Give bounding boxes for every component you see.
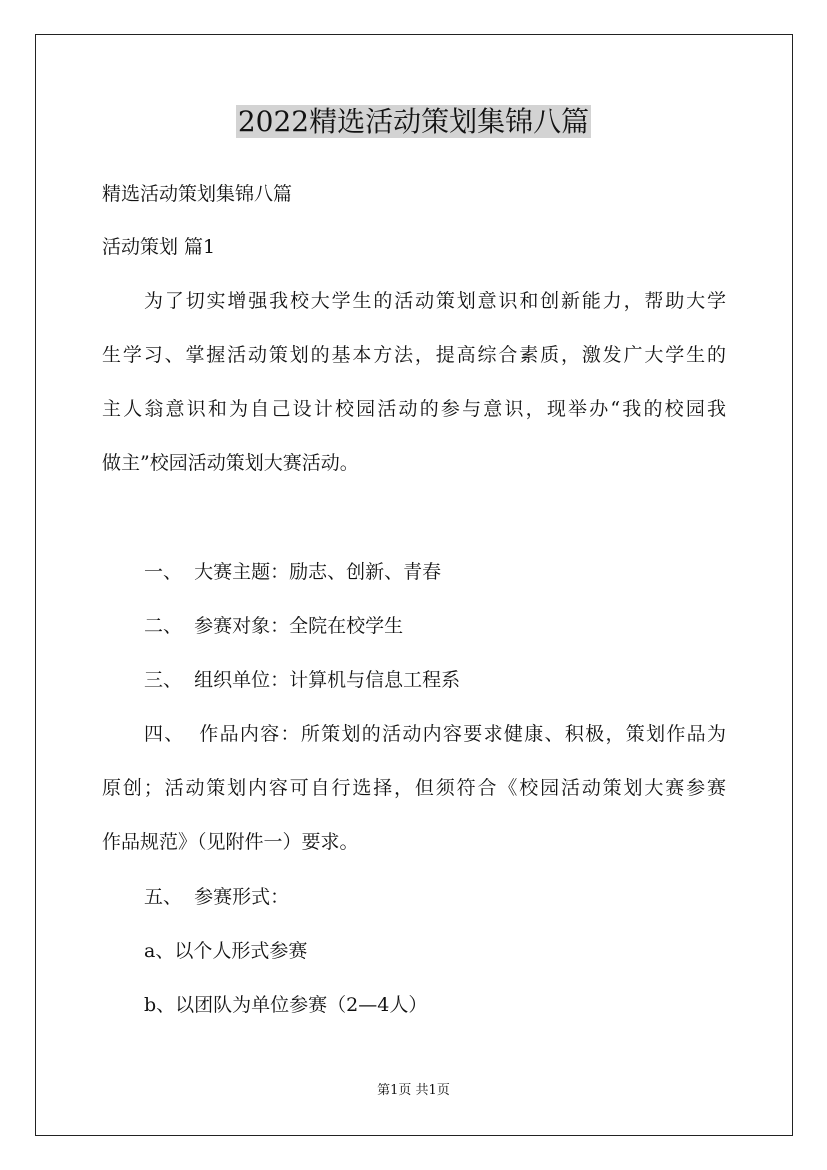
paragraph-line: 原创；活动策划内容可自行选择，但须符合《校园活动策划大赛参赛 [102,777,726,799]
document-title [0,100,827,144]
paragraph-line: 为了切实增强我校大学生的活动策划意识和创新能力，帮助大学 [144,290,726,312]
page-footer: 第1页 共1页 [377,1083,450,1098]
list-item: 三、 组织单位：计算机与信息工程系 [144,669,461,691]
section-heading: 活动策划 篇1 [102,236,216,258]
list-item: 五、 参赛形式： [144,886,290,908]
document-subtitle: 精选活动策划集锦八篇 [102,183,293,205]
list-item: 二、 参赛对象：全院在校学生 [144,615,404,637]
document-title-text: 2022精选活动策划集锦八篇 [237,105,590,138]
paragraph-line: 主人翁意识和为自己设计校园活动的参与意识，现举办“我的校园我 [102,398,726,420]
paragraph-line: 做主”校园活动策划大赛活动。 [102,452,359,474]
list-item: 四、 作品内容：所策划的活动内容要求健康、积极，策划作品为 [144,723,726,745]
sub-list-item: a、以个人形式参赛 [144,940,308,962]
paragraph-line: 生学习、掌握活动策划的基本方法，提高综合素质，激发广大学生的 [102,344,726,366]
paragraph-line: 作品规范》（见附件一）要求。 [102,831,359,853]
list-item: 一、 大赛主题：励志、创新、青春 [144,561,442,583]
sub-list-item: b、以团队为单位参赛（2—4人） [144,994,428,1016]
